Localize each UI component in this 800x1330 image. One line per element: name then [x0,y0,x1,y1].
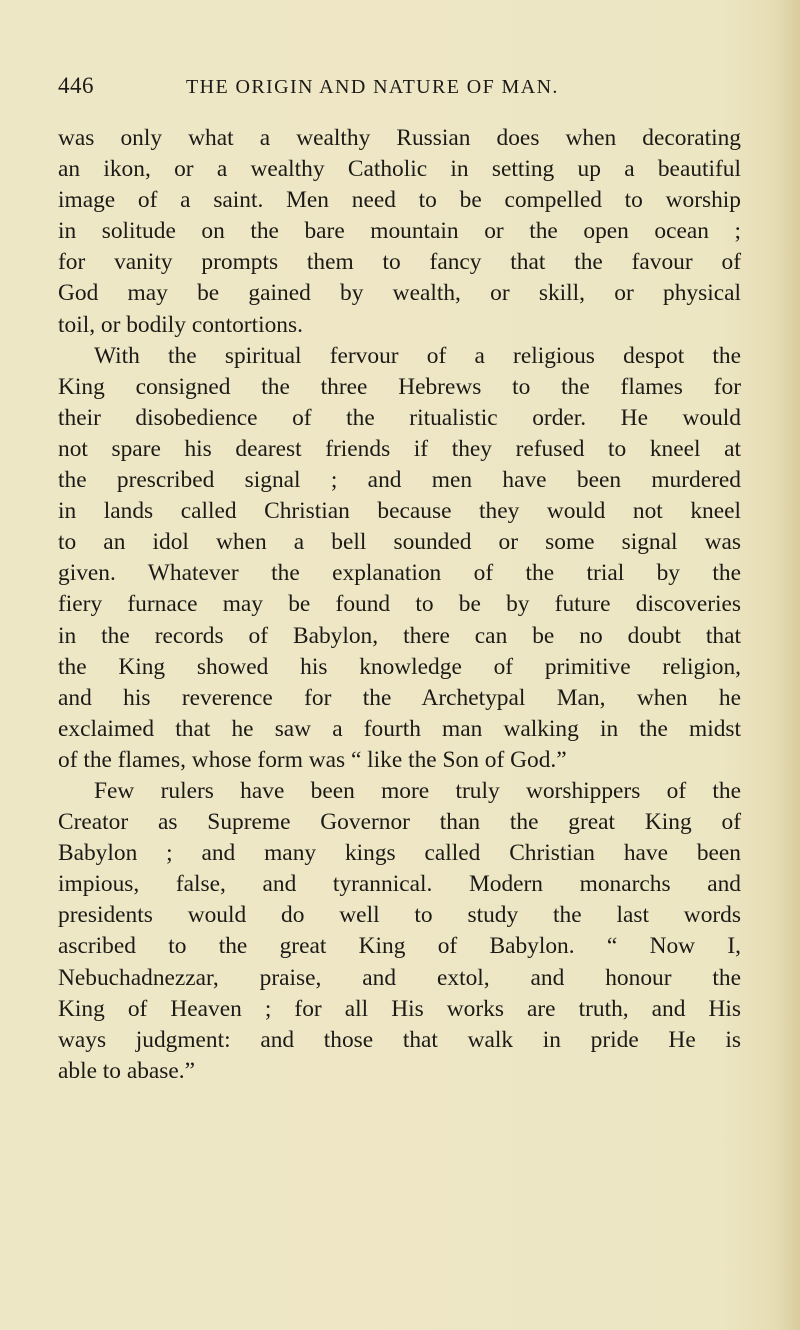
text-line: fiery furnace may be found to be by future discoveries [58,591,741,618]
text-line: King consigned the three Hebrews to the flames for [58,373,741,400]
text-line: Babylon ; and many kings called Christian have been [58,840,741,867]
text-line: of the flames, whose form was “ like the Son of God.” [58,746,567,773]
text-line: in the records of Babylon, there can be no doubt that [58,622,741,649]
text-line: the prescribed signal ; and men have been murdered [58,467,741,494]
text-line: Few rulers have been more truly worshippers of the [94,777,741,804]
text-line: ways judgment: and those that walk in pride He is [58,1026,741,1053]
paragraph-3 [58,776,741,1087]
paragraph-2 [58,341,741,776]
text-line: presidents would do well to study the last words [58,902,741,929]
text-line: given. Whatever the explanation of the trial by the [58,560,741,587]
text-line: With the spiritual fervour of a religious despot the [94,342,741,369]
text-line: and his reverence for the Archetypal Man, when he [58,684,741,711]
text-line: able to abase.” [58,1057,196,1084]
text-line: for vanity prompts them to fancy that the favour of [58,249,741,276]
text-line: exclaimed that he saw a fourth man walking in the midst [58,715,741,742]
text-line: toil, or bodily contortions. [58,311,303,338]
text-line: Nebuchadnezzar, praise, and extol, and honour the [58,964,741,991]
running-title: THE ORIGIN AND NATURE OF MAN. [186,76,559,98]
paragraph-1 [58,123,741,341]
text-line: Creator as Supreme Governor than the great King of [58,809,741,836]
text-line: to an idol when a bell sounded or some signal was [58,529,741,556]
page-number: 446 [58,73,94,98]
text-line: in lands called Christian because they would not kneel [58,498,741,525]
text-line: image of a saint. Men need to be compelled to worship [58,187,741,214]
text-line: God may be gained by wealth, or skill, or physical [58,280,741,307]
text-line: impious, false, and tyrannical. Modern monarchs and [58,871,741,898]
text-line: not spare his dearest friends if they refused to kneel at [58,435,741,462]
page-header [58,73,698,109]
text-line: the King showed his knowledge of primitive religion, [58,653,741,680]
text-line: their disobedience of the ritualistic order. He would [58,404,741,431]
text-line: was only what a wealthy Russian does when decorating [58,125,741,151]
text-line: an ikon, or a wealthy Catholic in setting up a beautiful [58,156,741,183]
text-line: ascribed to the great King of Babylon. “ Now I, [58,933,741,960]
text-line: King of Heaven ; for all His works are truth, and His [58,995,741,1022]
body-text [58,123,741,1087]
text-line: in solitude on the bare mountain or the open ocean ; [58,218,741,245]
